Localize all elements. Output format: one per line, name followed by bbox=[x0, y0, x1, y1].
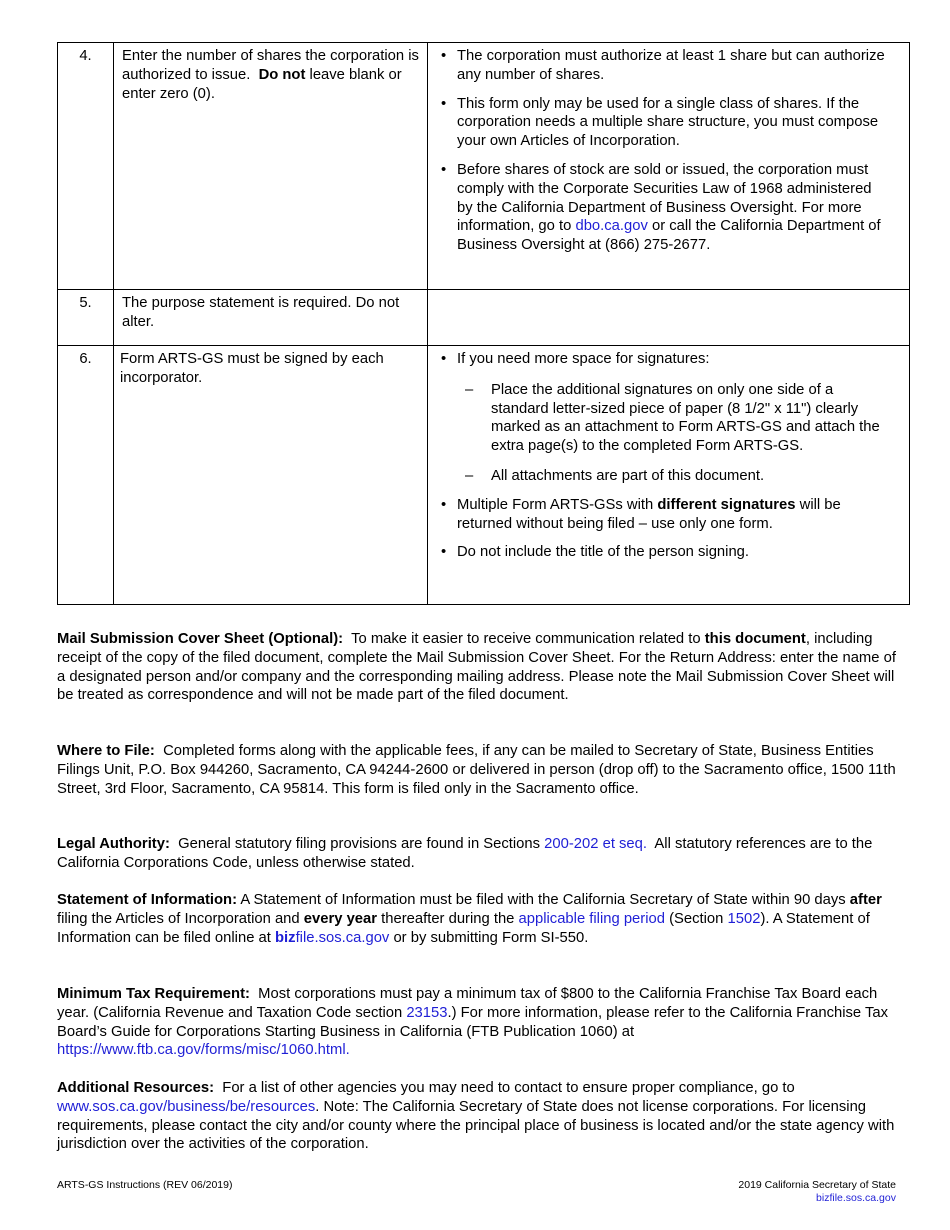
list-item: – Place the additional signatures on only one side of a standard letter-sized piece of paper (8 1/2" x 11") clearly marked as an attachment to Form ARTS-GS and attach the extra page(s) to the completed Form ARTS-GS. bbox=[465, 381, 880, 455]
desc-bold: Do not bbox=[258, 66, 306, 83]
item-notes-cell bbox=[428, 43, 910, 290]
desc-text: Enter the number of shares the corporation is authorized to issue. bbox=[122, 48, 419, 83]
additional-resources-paragraph: Additional Resources: For a list of other agencies you may need to contact to ensure proper compliance, go to www.sos.ca.gov/business/be/resources. Note: The California Secretary of State does not license corporations. For licensing requirements, please contact the city and/or county where the principal place of business is located and/or the state agency with jurisdiction over the activities of the corporation. bbox=[57, 1080, 895, 1153]
bullet-icon: • bbox=[441, 161, 447, 178]
statement-of-information-paragraph: Statement of Information: A Statement of Information must be filed with the California Secretary of State within 90 days after filing the Articles of Incorporation and every year thereafter during the applicable filing period (Section 1502). A Statement of Information can be filed online at bizfile.sos.ca.gov or by submitting Form SI-550. bbox=[57, 892, 882, 946]
section-heading: Statement of Information: bbox=[57, 892, 238, 908]
bullet-icon: • bbox=[441, 544, 447, 561]
item-description-cell bbox=[114, 346, 428, 605]
section-1502-link[interactable]: 1502 bbox=[727, 910, 761, 927]
list-item: • Before shares of stock are sold or issued, the corporation must comply with the Corporate Securities Law of 1968 administered by the California Department of Business Oversight. For more information, go to dbo.ca.gov or call the California Department of Business Oversight at (866) 275-2677. bbox=[441, 161, 881, 254]
bizfile-link[interactable]: bizfile.sos.ca.gov bbox=[275, 929, 390, 946]
item-number: 4. bbox=[79, 48, 92, 64]
ftb-link[interactable]: https://www.ftb.ca.gov/forms/misc/1060.html. bbox=[57, 1042, 350, 1059]
section-heading: Legal Authority: bbox=[57, 836, 170, 852]
bullet-icon: • bbox=[441, 351, 447, 367]
list-item: • Multiple Form ARTS-GSs with different signatures will be returned without being filed – use only one form. bbox=[441, 496, 841, 532]
bullet-icon: • bbox=[441, 48, 447, 64]
footer-form-revision: ARTS-GS Instructions (REV 06/2019) bbox=[57, 1179, 233, 1191]
section-23153-link[interactable]: 23153 bbox=[406, 1004, 448, 1021]
item-notes-cell bbox=[428, 346, 910, 605]
notes-list bbox=[441, 350, 889, 562]
item-description-cell bbox=[114, 43, 428, 290]
footer-copyright: 2019 California Secretary of State bbox=[738, 1179, 896, 1191]
instructions-table bbox=[57, 42, 910, 605]
sections-link[interactable]: 200-202 et seq. bbox=[544, 836, 648, 852]
resources-link[interactable]: www.sos.ca.gov/business/be/resources bbox=[57, 1098, 316, 1115]
desc-text: leave blank or enter zero (0). bbox=[122, 66, 402, 102]
dbo-link[interactable]: dbo.ca.gov bbox=[575, 218, 648, 235]
footer-bizfile-link[interactable]: bizfile.sos.ca.gov bbox=[816, 1192, 896, 1204]
filing-period-link[interactable]: applicable filing period bbox=[518, 910, 665, 927]
item-description-cell bbox=[114, 290, 428, 346]
list-item: • This form only may be used for a single class of shares. If the corporation needs a multiple share structure, you must compose your own Articles of Incorporation. bbox=[441, 95, 879, 150]
sub-list bbox=[457, 381, 889, 486]
section-heading: Minimum Tax Requirement: bbox=[57, 986, 250, 1002]
item-number-cell bbox=[58, 43, 114, 290]
where-to-file-paragraph: Where to File: Completed forms along with the applicable fees, if any can be mailed to Secretary of State, Business Entities Filings Unit, P.O. Box 944260, Sacramento, CA 94244-2600 or delivered in person (drop off) to the Sacramento office, 1500 11th Street, 3rd Floor, Sacramento, CA 95814. This form is filed only in the Sacramento office. bbox=[57, 743, 896, 797]
bullet-icon: • bbox=[441, 95, 447, 112]
item-notes-cell bbox=[428, 290, 910, 346]
section-heading: Mail Submission Cover Sheet (Optional): bbox=[57, 631, 344, 647]
item-number-cell bbox=[58, 346, 114, 605]
list-item: • Do not include the title of the person signing. bbox=[441, 544, 750, 561]
minimum-tax-paragraph: Minimum Tax Requirement: Most corporations must pay a minimum tax of $800 to the California Franchise Tax Board each year. (California Revenue and Taxation Code section 23153.) For more information, please refer to the California Franchise Tax Board’s Guide for Corporations Starting Business in California (FTB Publication 1060) at https://www.ftb.ca.gov/forms/misc/1060.html. bbox=[57, 986, 889, 1059]
list-item: • The corporation must authorize at least 1 share but can authorize any number of shares. bbox=[441, 48, 885, 83]
item-number-cell bbox=[58, 290, 114, 346]
dash-icon: – bbox=[465, 381, 474, 398]
dash-icon: – bbox=[465, 467, 474, 484]
table-row bbox=[58, 43, 910, 290]
notes-list bbox=[441, 47, 889, 255]
section-heading: Additional Resources: bbox=[57, 1080, 215, 1096]
item-description bbox=[114, 43, 427, 103]
footer-publisher bbox=[738, 1179, 896, 1205]
item-description: The purpose statement is required. Do not alter. bbox=[122, 295, 400, 330]
mail-submission-paragraph: Mail Submission Cover Sheet (Optional): To make it easier to receive communication related to this document, including receipt of the copy of the filed document, complete the Mail Submission Cover Sheet. For the Return Address: enter the name of a designated person and/or company and the corresponding mailing address. Please note the Mail Submission Cover Sheet will be treated as correspondence and will not be made part of the filed document. bbox=[57, 631, 896, 704]
legal-authority-paragraph: Legal Authority: General statutory filing provisions are found in Sections 200-202 et seq. All statutory references are to the California Corporations Code, unless otherwise stated. bbox=[57, 836, 873, 871]
item-number: 5. bbox=[79, 295, 92, 311]
section-heading: Where to File: bbox=[57, 743, 155, 759]
table-row bbox=[58, 346, 910, 605]
item-number: 6. bbox=[79, 351, 92, 367]
list-item: • If you need more space for signatures: – Place the additional signatures on only one side of a standard letter-sized piece of paper (8 1/2" x 11") clearly marked as an attachment to Form ARTS-GS and attach the extra page(s) to the completed Form ARTS-GS. – All attachments are part of this document. bbox=[441, 350, 889, 486]
table-row bbox=[58, 290, 910, 346]
list-item: – All attachments are part of this document. bbox=[465, 467, 765, 484]
item-description: Form ARTS-GS must be signed by each incorporator. bbox=[120, 351, 384, 386]
bullet-icon: • bbox=[441, 496, 447, 513]
